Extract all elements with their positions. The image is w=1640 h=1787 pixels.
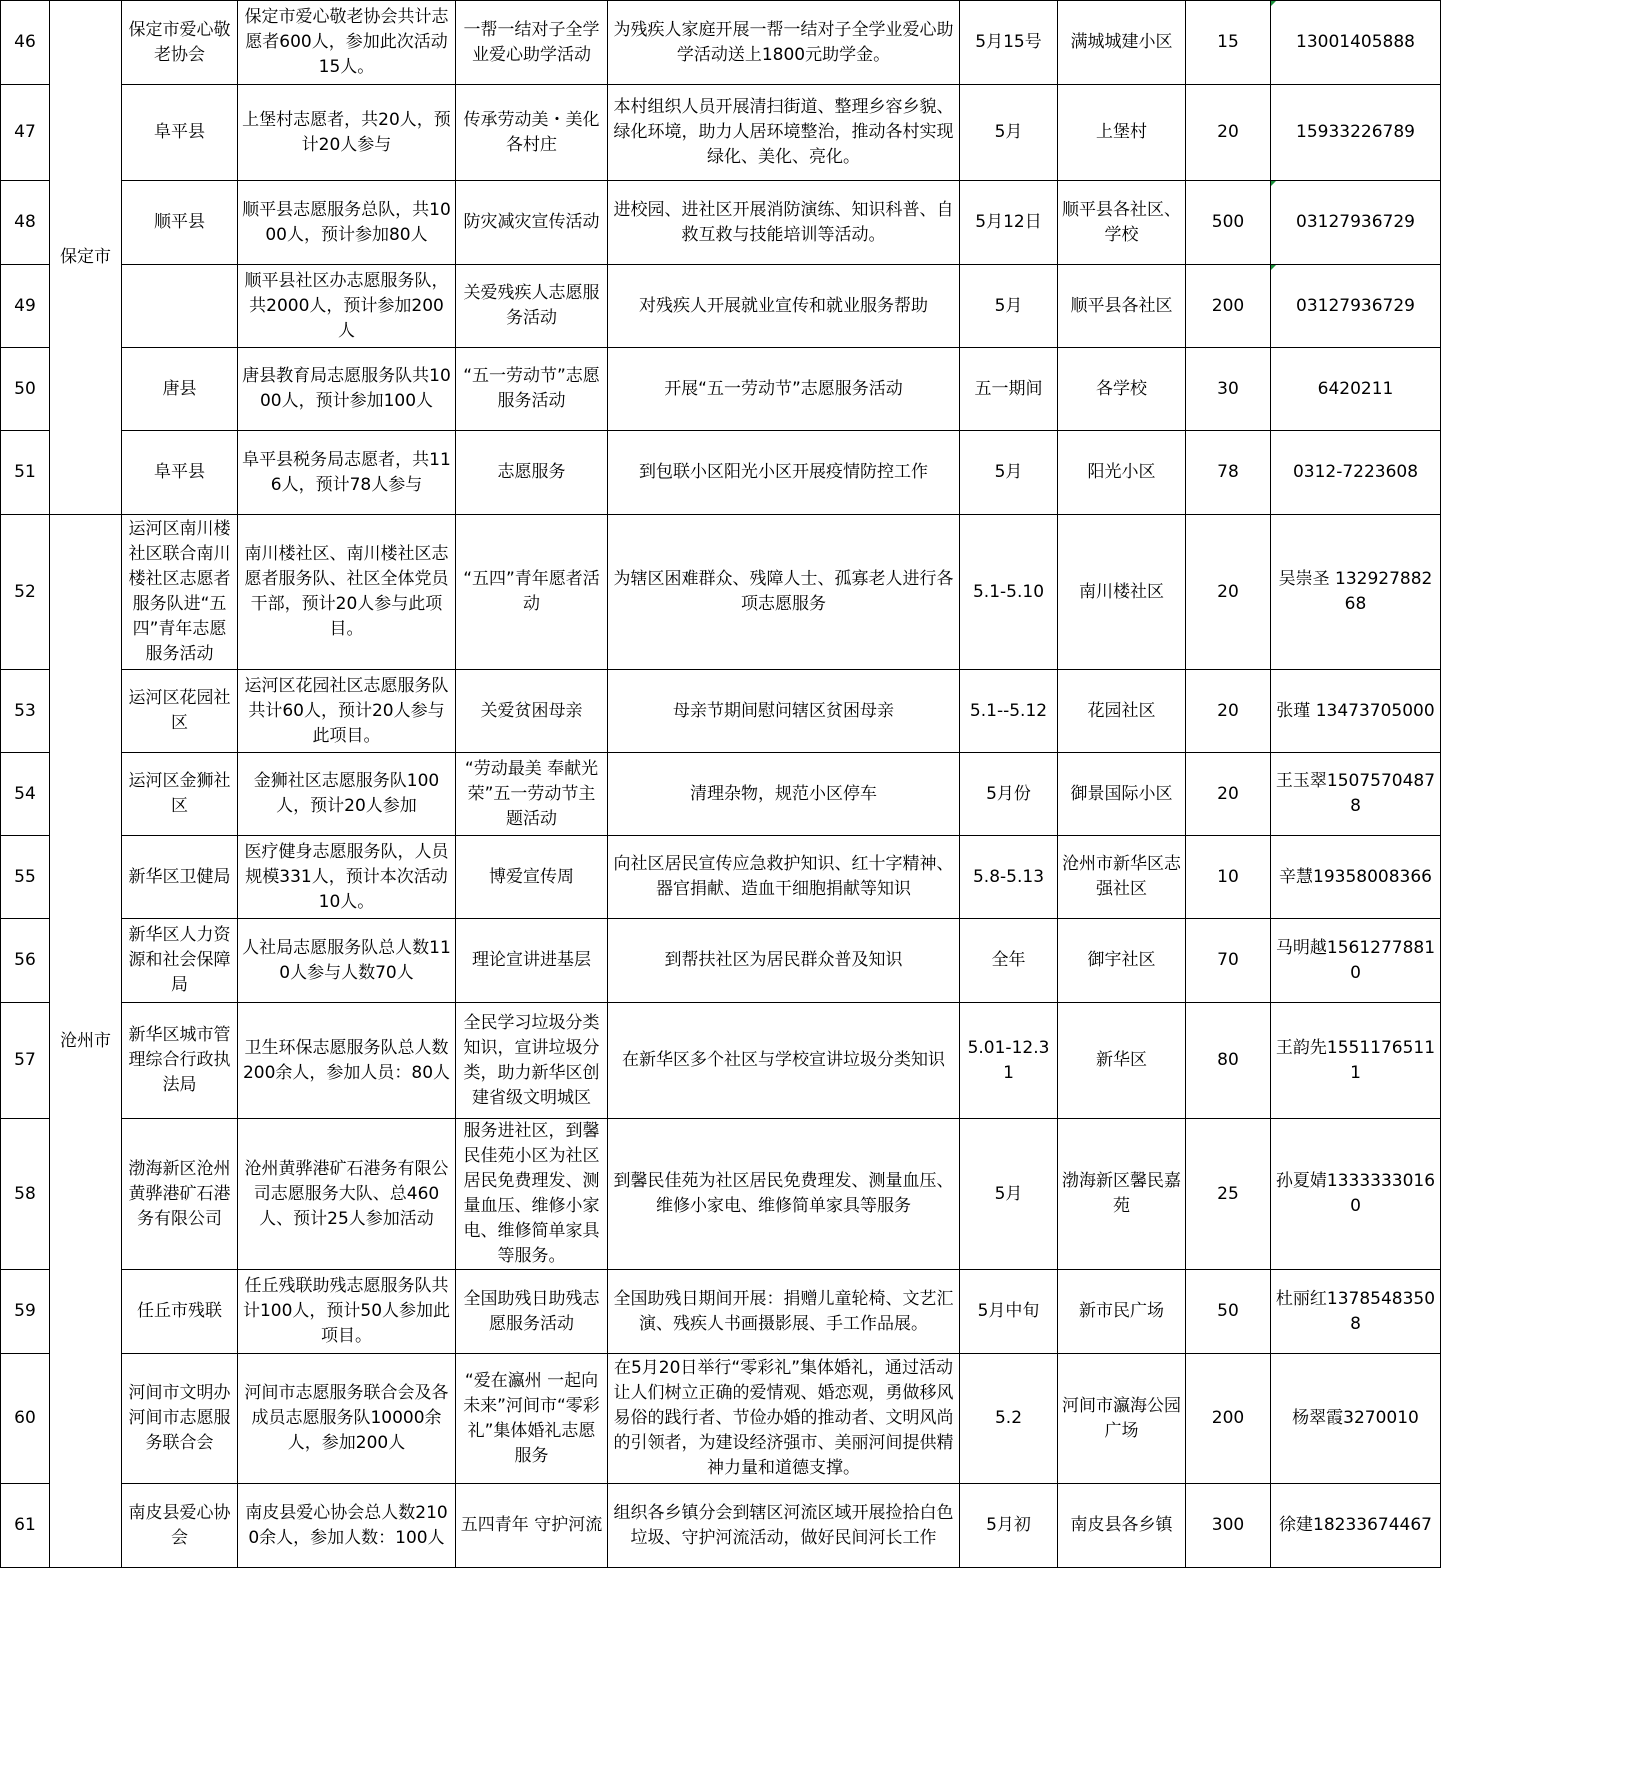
table-row (1, 1003, 1640, 1119)
table-row (1, 348, 1640, 431)
activity-content-cell: 到帮扶社区为居民群众普及知识 (608, 919, 960, 1003)
activity-place-cell: 南皮县各乡镇 (1058, 1484, 1186, 1568)
table-row (1, 670, 1640, 753)
organizing-unit-cell: 河间市文明办河间市志愿服务联合会 (122, 1354, 238, 1484)
row-number-cell: 48 (1, 181, 50, 265)
participant-count-cell: 78 (1186, 431, 1271, 515)
activity-content-cell: 在5月20日举行“零彩礼”集体婚礼，通过活动让人们树立正确的爱情观、婚恋观，勇做移风易俗的践行者、节俭办婚的推动者、文明风尚的引领者，为建设经济强市、美丽河间提供精神力量和道德支撑。 (608, 1354, 960, 1484)
contact-cell: 王玉翠15075704878 (1271, 753, 1441, 836)
participant-count-cell: 200 (1186, 265, 1271, 348)
volunteer-team-cell: 人社局志愿服务队总人数110人参与人数70人 (238, 919, 456, 1003)
contact-cell: 王韵先15511765111 (1271, 1003, 1441, 1119)
table-row (1, 85, 1640, 181)
organizing-unit-cell: 唐县 (122, 348, 238, 431)
project-name-cell: 全国助残日助残志愿服务活动 (456, 1270, 608, 1354)
activity-content-cell: 到馨民佳苑为社区居民免费理发、测量血压、维修小家电、维修简单家具等服务 (608, 1119, 960, 1270)
organizing-unit-cell: 新华区人力资源和社会保障局 (122, 919, 238, 1003)
project-name-cell: 防灾减灾宣传活动 (456, 181, 608, 265)
table-row (1, 919, 1640, 1003)
participant-count-cell: 300 (1186, 1484, 1271, 1568)
activity-time-cell: 5月 (960, 1119, 1058, 1270)
activity-content-cell: 清理杂物，规范小区停车 (608, 753, 960, 836)
participant-count-cell: 25 (1186, 1119, 1271, 1270)
project-name-cell: 传承劳动美・美化各村庄 (456, 85, 608, 181)
activity-content-cell: 组织各乡镇分会到辖区河流区域开展捡拾白色垃圾、守护河流活动，做好民间河长工作 (608, 1484, 960, 1568)
volunteer-team-cell: 南川楼社区、南川楼社区志愿者服务队、社区全体党员干部，预计20人参与此项目。 (238, 515, 456, 670)
participant-count-cell: 20 (1186, 515, 1271, 670)
row-number-cell: 53 (1, 670, 50, 753)
table-row (1, 1484, 1640, 1568)
organizing-unit-cell: 运河区金狮社区 (122, 753, 238, 836)
volunteer-team-cell: 南皮县爱心协会总人数2100余人，参加人数：100人 (238, 1484, 456, 1568)
activity-place-cell: 新市民广场 (1058, 1270, 1186, 1354)
city-group-cell: 保定市 (50, 1, 122, 515)
participant-count-cell: 20 (1186, 670, 1271, 753)
project-name-cell: 一帮一结对子全学业爱心助学活动 (456, 1, 608, 85)
table-row (1, 1354, 1640, 1484)
activity-content-cell: 为残疾人家庭开展一帮一结对子全学业爱心助学活动送上1800元助学金。 (608, 1, 960, 85)
activity-time-cell: 5月中旬 (960, 1270, 1058, 1354)
contact-cell: 03127936729 (1271, 265, 1441, 348)
participant-count-cell: 20 (1186, 753, 1271, 836)
row-number-cell: 55 (1, 836, 50, 919)
activity-time-cell: 5.1--5.12 (960, 670, 1058, 753)
activity-place-cell: 新华区 (1058, 1003, 1186, 1119)
table-row (1, 265, 1640, 348)
organizing-unit-cell: 运河区花园社区 (122, 670, 238, 753)
activity-time-cell: 5月12日 (960, 181, 1058, 265)
project-name-cell: 五四青年 守护河流 (456, 1484, 608, 1568)
project-name-cell: “劳动最美 奉献光荣”五一劳动节主题活动 (456, 753, 608, 836)
contact-cell: 15933226789 (1271, 85, 1441, 181)
row-number-cell: 57 (1, 1003, 50, 1119)
volunteer-team-cell: 上堡村志愿者，共20人，预计20人参与 (238, 85, 456, 181)
activity-time-cell: 五一期间 (960, 348, 1058, 431)
activity-content-cell: 开展“五一劳动节”志愿服务活动 (608, 348, 960, 431)
contact-cell: 张瑾 13473705000 (1271, 670, 1441, 753)
table-row (1, 1270, 1640, 1354)
activity-content-cell: 本村组织人员开展清扫街道、整理乡容乡貌、绿化环境，助力人居环境整治，推动各村实现绿化、美化、亮化。 (608, 85, 960, 181)
activity-content-cell: 为辖区困难群众、残障人士、孤寡老人进行各项志愿服务 (608, 515, 960, 670)
participant-count-cell: 10 (1186, 836, 1271, 919)
activity-time-cell: 5月 (960, 265, 1058, 348)
contact-cell: 徐建18233674467 (1271, 1484, 1441, 1568)
organizing-unit-cell: 渤海新区沧州黄骅港矿石港务有限公司 (122, 1119, 238, 1270)
participant-count-cell: 500 (1186, 181, 1271, 265)
activity-time-cell: 5.2 (960, 1354, 1058, 1484)
activity-content-cell: 全国助残日期间开展：捐赠儿童轮椅、文艺汇演、残疾人书画摄影展、手工作品展。 (608, 1270, 960, 1354)
volunteer-team-cell: 河间市志愿服务联合会及各成员志愿服务队10000余人，参加200人 (238, 1354, 456, 1484)
row-number-cell: 58 (1, 1119, 50, 1270)
table-row (1, 181, 1640, 265)
organizing-unit-cell: 阜平县 (122, 85, 238, 181)
volunteer-team-cell: 沧州黄骅港矿石港务有限公司志愿服务大队、总460人、预计25人参加活动 (238, 1119, 456, 1270)
row-number-cell: 54 (1, 753, 50, 836)
volunteer-team-cell: 保定市爱心敬老协会共计志愿者600人，参加此次活动15人。 (238, 1, 456, 85)
volunteer-team-cell: 金狮社区志愿服务队100人，预计20人参加 (238, 753, 456, 836)
organizing-unit-cell: 南皮县爱心协会 (122, 1484, 238, 1568)
organizing-unit-cell: 运河区南川楼社区联合南川楼社区志愿者服务队进“五四”青年志愿服务活动 (122, 515, 238, 670)
table-row (1, 515, 1640, 670)
activity-place-cell: 渤海新区馨民嘉苑 (1058, 1119, 1186, 1270)
activity-time-cell: 5月 (960, 431, 1058, 515)
contact-cell: 03127936729 (1271, 181, 1441, 265)
organizing-unit-cell (122, 265, 238, 348)
volunteer-team-cell: 医疗健身志愿服务队，人员规模331人，预计本次活动10人。 (238, 836, 456, 919)
city-group-cell: 沧州市 (50, 515, 122, 1568)
participant-count-cell: 80 (1186, 1003, 1271, 1119)
project-name-cell: “五一劳动节”志愿服务活动 (456, 348, 608, 431)
volunteer-team-cell: 顺平县社区办志愿服务队，共2000人，预计参加200人 (238, 265, 456, 348)
activity-time-cell: 5.01-12.31 (960, 1003, 1058, 1119)
activity-place-cell: 上堡村 (1058, 85, 1186, 181)
activity-place-cell: 河间市瀛海公园广场 (1058, 1354, 1186, 1484)
row-number-cell: 61 (1, 1484, 50, 1568)
project-name-cell: “五四”青年愿者活动 (456, 515, 608, 670)
volunteer-team-cell: 唐县教育局志愿服务队共1000人，预计参加100人 (238, 348, 456, 431)
organizing-unit-cell: 保定市爱心敬老协会 (122, 1, 238, 85)
activity-place-cell: 御景国际小区 (1058, 753, 1186, 836)
participant-count-cell: 30 (1186, 348, 1271, 431)
contact-cell: 13001405888 (1271, 1, 1441, 85)
table-row (1, 753, 1640, 836)
project-name-cell: 博爱宣传周 (456, 836, 608, 919)
activity-place-cell: 顺平县各社区、学校 (1058, 181, 1186, 265)
table-row (1, 1, 1640, 85)
contact-cell: 孙夏婧13333330160 (1271, 1119, 1441, 1270)
contact-cell: 0312-7223608 (1271, 431, 1441, 515)
project-name-cell: 服务进社区，到馨民佳苑小区为社区居民免费理发、测量血压、维修小家电、维修简单家具等服务。 (456, 1119, 608, 1270)
project-name-cell: 关爱残疾人志愿服务活动 (456, 265, 608, 348)
participant-count-cell: 15 (1186, 1, 1271, 85)
activity-place-cell: 沧州市新华区志强社区 (1058, 836, 1186, 919)
row-number-cell: 47 (1, 85, 50, 181)
contact-cell: 马明越15612778810 (1271, 919, 1441, 1003)
row-number-cell: 56 (1, 919, 50, 1003)
activity-place-cell: 南川楼社区 (1058, 515, 1186, 670)
activity-place-cell: 阳光小区 (1058, 431, 1186, 515)
volunteer-team-cell: 顺平县志愿服务总队，共1000人，预计参加80人 (238, 181, 456, 265)
activity-content-cell: 向社区居民宣传应急救护知识、红十字精神、器官捐献、造血干细胞捐献等知识 (608, 836, 960, 919)
activity-content-cell: 母亲节期间慰问辖区贫困母亲 (608, 670, 960, 753)
table-row (1, 836, 1640, 919)
participant-count-cell: 50 (1186, 1270, 1271, 1354)
volunteer-team-cell: 阜平县税务局志愿者，共116人，预计78人参与 (238, 431, 456, 515)
table-row (1, 431, 1640, 515)
activity-time-cell: 5.1-5.10 (960, 515, 1058, 670)
organizing-unit-cell: 阜平县 (122, 431, 238, 515)
activity-time-cell: 全年 (960, 919, 1058, 1003)
row-number-cell: 49 (1, 265, 50, 348)
organizing-unit-cell: 顺平县 (122, 181, 238, 265)
activity-time-cell: 5月 (960, 85, 1058, 181)
project-name-cell: “爱在瀛州 一起向未来”河间市“零彩礼”集体婚礼志愿服务 (456, 1354, 608, 1484)
activity-place-cell: 顺平县各社区 (1058, 265, 1186, 348)
activity-place-cell: 花园社区 (1058, 670, 1186, 753)
table-row (1, 1119, 1640, 1270)
row-number-cell: 52 (1, 515, 50, 670)
participant-count-cell: 20 (1186, 85, 1271, 181)
organizing-unit-cell: 新华区城市管理综合行政执法局 (122, 1003, 238, 1119)
activity-place-cell: 各学校 (1058, 348, 1186, 431)
contact-cell: 杜丽红13785483508 (1271, 1270, 1441, 1354)
project-name-cell: 全民学习垃圾分类知识，宣讲垃圾分类，助力新华区创建省级文明城区 (456, 1003, 608, 1119)
contact-cell: 吴崇圣 13292788268 (1271, 515, 1441, 670)
participant-count-cell: 200 (1186, 1354, 1271, 1484)
project-name-cell: 关爱贫困母亲 (456, 670, 608, 753)
contact-cell: 辛慧19358008366 (1271, 836, 1441, 919)
volunteer-team-cell: 任丘残联助残志愿服务队共计100人，预计50人参加此项目。 (238, 1270, 456, 1354)
contact-cell: 杨翠霞3270010 (1271, 1354, 1441, 1484)
activity-place-cell: 御宇社区 (1058, 919, 1186, 1003)
row-number-cell: 51 (1, 431, 50, 515)
row-number-cell: 59 (1, 1270, 50, 1354)
row-number-cell: 46 (1, 1, 50, 85)
volunteer-team-cell: 运河区花园社区志愿服务队共计60人，预计20人参与此项目。 (238, 670, 456, 753)
table-body (1, 1, 1640, 1568)
activity-time-cell: 5.8-5.13 (960, 836, 1058, 919)
organizing-unit-cell: 新华区卫健局 (122, 836, 238, 919)
project-name-cell: 志愿服务 (456, 431, 608, 515)
activity-content-cell: 对残疾人开展就业宣传和就业服务帮助 (608, 265, 960, 348)
participant-count-cell: 70 (1186, 919, 1271, 1003)
activity-time-cell: 5月份 (960, 753, 1058, 836)
row-number-cell: 60 (1, 1354, 50, 1484)
activity-content-cell: 进校园、进社区开展消防演练、知识科普、自救互救与技能培训等活动。 (608, 181, 960, 265)
organizing-unit-cell: 任丘市残联 (122, 1270, 238, 1354)
volunteer-team-cell: 卫生环保志愿服务队总人数200余人，参加人员：80人 (238, 1003, 456, 1119)
activity-time-cell: 5月初 (960, 1484, 1058, 1568)
activity-time-cell: 5月15号 (960, 1, 1058, 85)
contact-cell: 6420211 (1271, 348, 1441, 431)
project-name-cell: 理论宣讲进基层 (456, 919, 608, 1003)
row-number-cell: 50 (1, 348, 50, 431)
activity-place-cell: 满城城建小区 (1058, 1, 1186, 85)
activity-content-cell: 在新华区多个社区与学校宣讲垃圾分类知识 (608, 1003, 960, 1119)
activity-content-cell: 到包联小区阳光小区开展疫情防控工作 (608, 431, 960, 515)
